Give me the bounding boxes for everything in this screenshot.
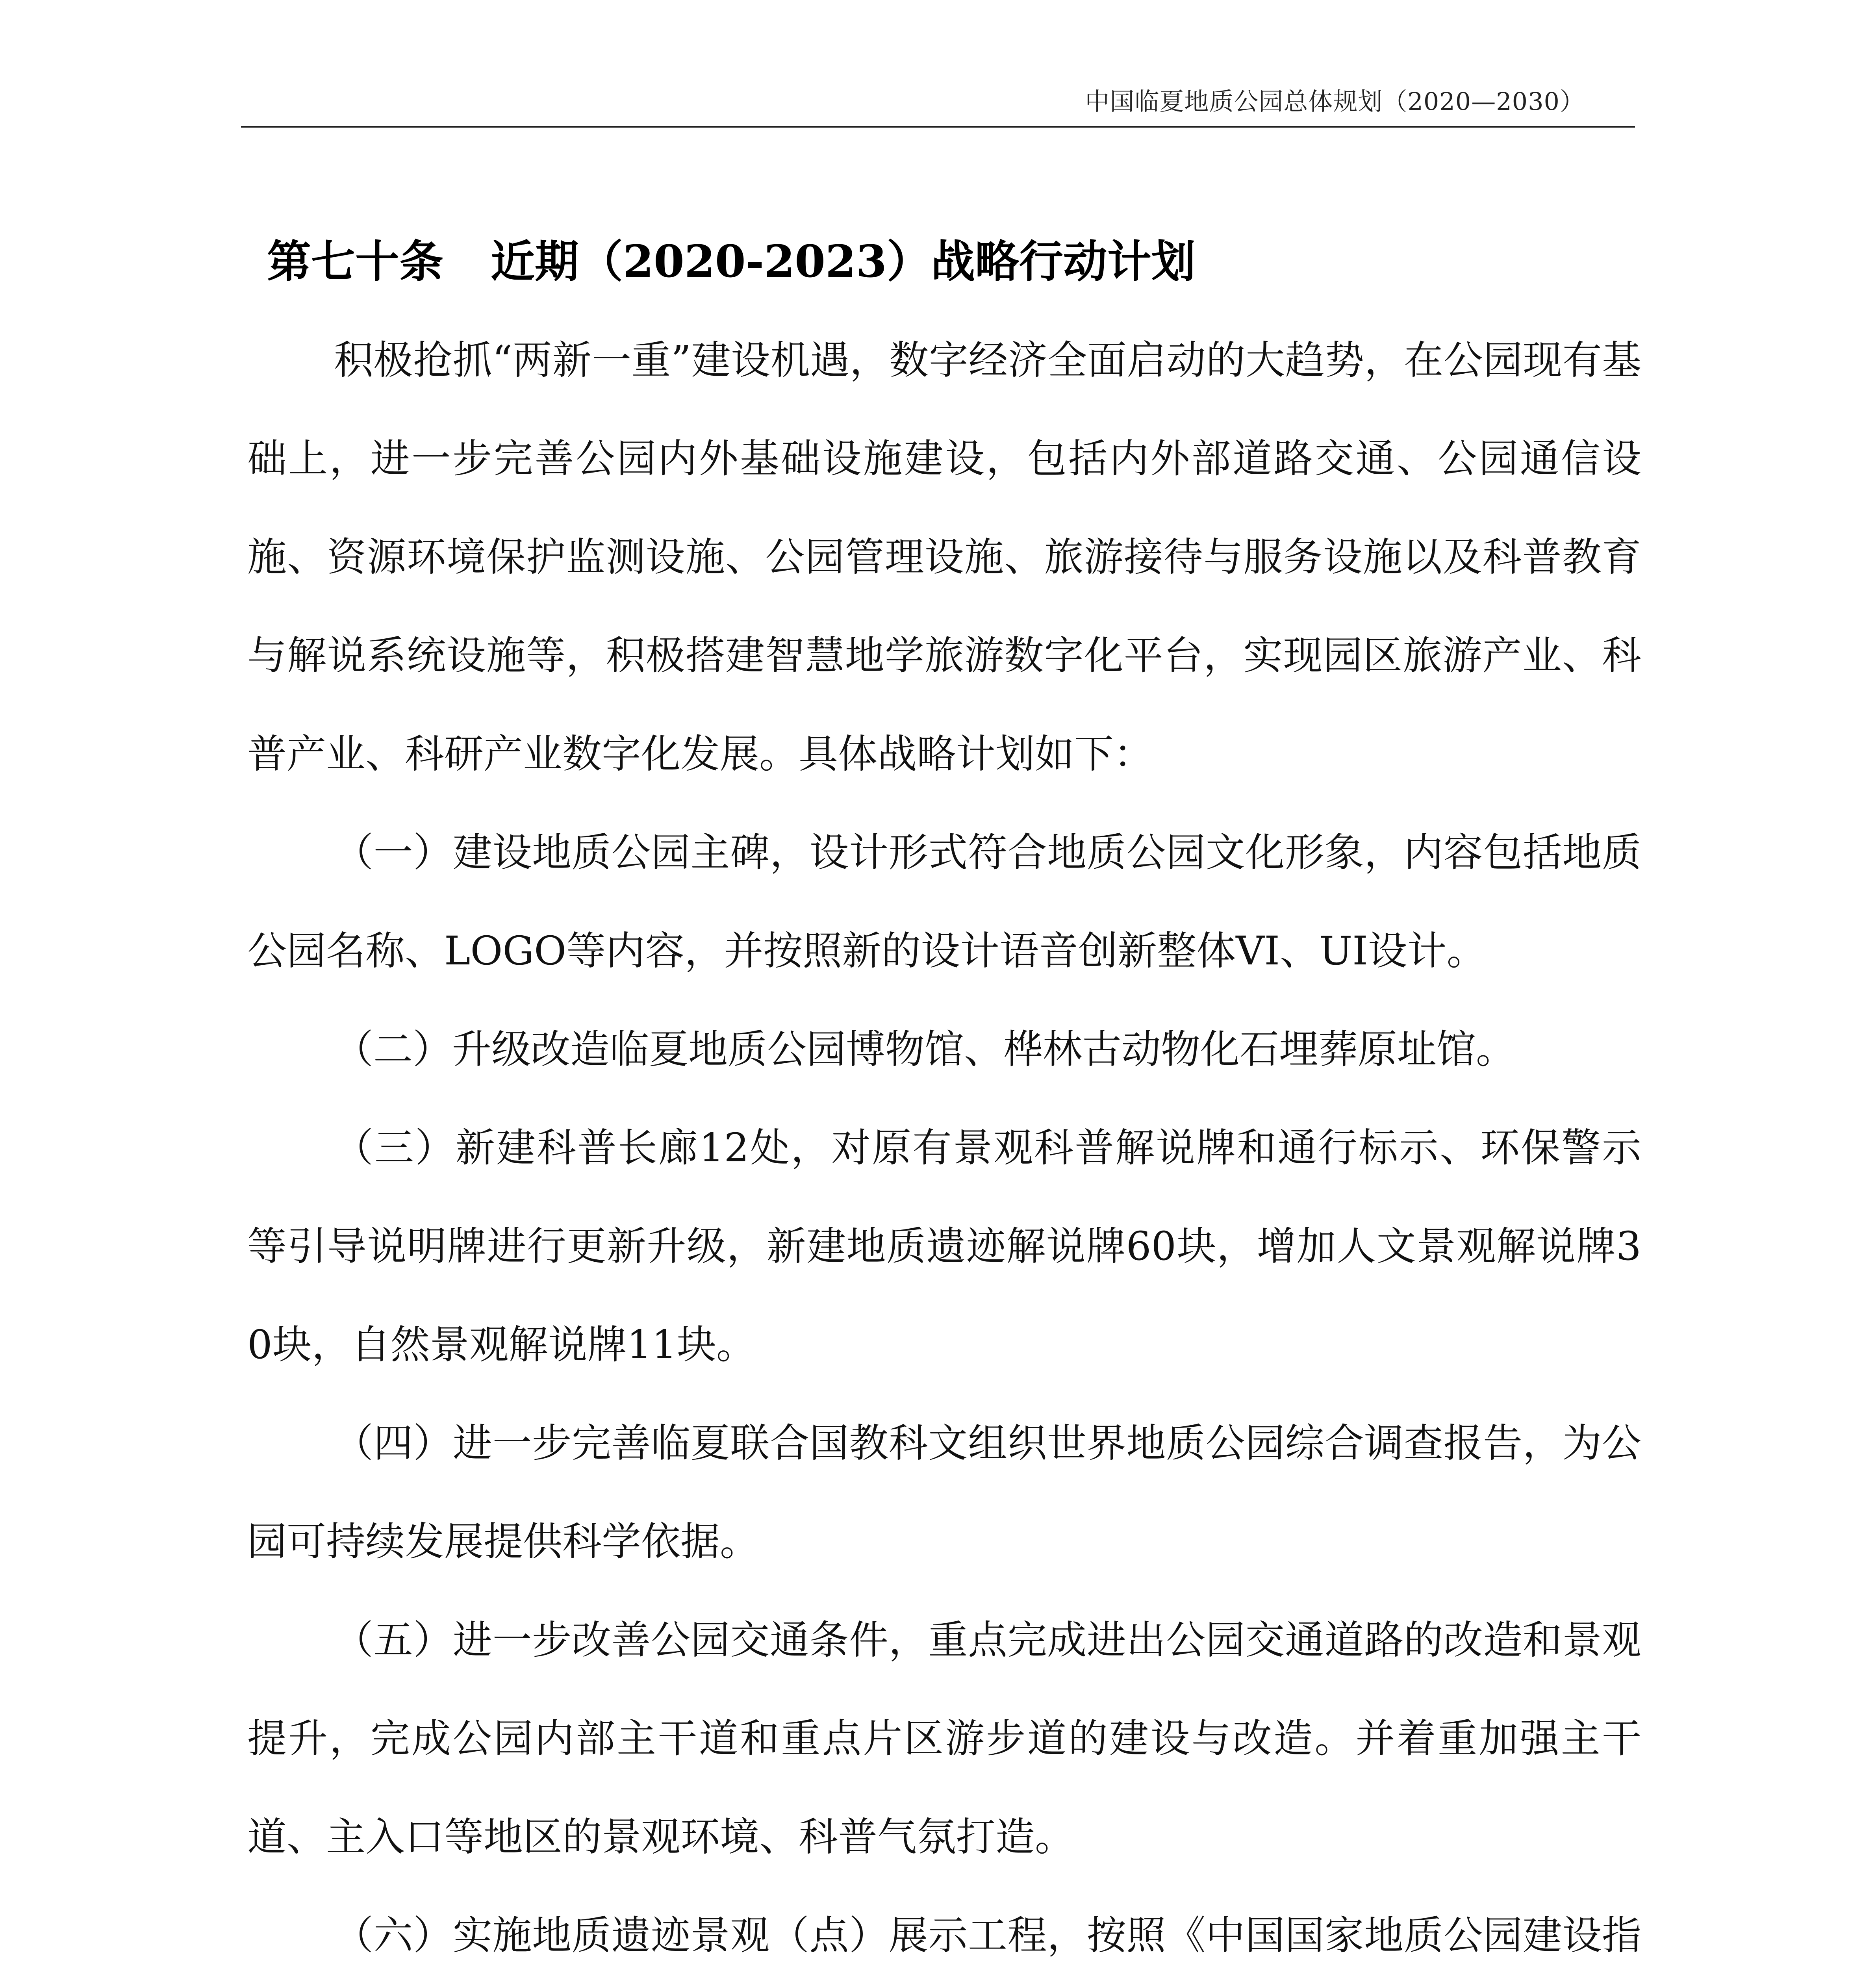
paragraph-item-5: （五）进一步改善公园交通条件，重点完成进出公园交通道路的改造和景观提升，完成公园内部主干道和重点片区游步道的建设与改造。并着重加强主干道、主入口等地区的景观环境、科普气氛打造。 bbox=[247, 1617, 1641, 1860]
paragraph-item-4: （四）进一步完善临夏联合国教科文组织世界地质公园综合调查报告，为公园可持续发展提供科学依据。 bbox=[247, 1420, 1641, 1565]
article-title: 近期（2020-2023）战略行动计划 bbox=[491, 236, 1196, 287]
header-rule bbox=[241, 126, 1635, 128]
paragraph-item-1: （一）建设地质公园主碑，设计形式符合地质公园文化形象，内容包括地质公园名称、LOGO等内容，并按照新的设计语音创新整体VI、UI设计。 bbox=[247, 829, 1641, 974]
article-heading bbox=[267, 236, 1196, 287]
running-header: 中国临夏地质公园总体规划（2020—2030） bbox=[1085, 87, 1585, 116]
body-text bbox=[247, 311, 1641, 1969]
paragraph-intro: 积极抢抓“两新一重”建设机遇，数字经济全面启动的大趋势，在公园现有基础上，进一步完善公园内外基础设施建设，包括内外部道路交通、公园通信设施、资源环境保护监测设施、公园管理设施、旅游接待与服务设施以及科普教育与解说系统设施等，积极搭建智慧地学旅游数字化平台，实现园区旅游产业、科普产业、科研产业数字化发展。具体战略计划如下： bbox=[247, 337, 1641, 777]
paragraph-item-6: （六）实施地质遗迹景观（点）展示工程，按照《中国国家地质公园建设指 bbox=[334, 1912, 1641, 1958]
article-number: 第七十条 bbox=[267, 236, 443, 287]
paragraph-item-3: （三）新建科普长廊12处，对原有景观科普解说牌和通行标示、环保警示等引导说明牌进行更新升级，新建地质遗迹解说牌60块，增加人文景观解说牌30块，自然景观解说牌11块。 bbox=[247, 1125, 1641, 1368]
paragraph-item-2: （二）升级改造临夏地质公园博物馆、桦林古动物化石埋葬原址馆。 bbox=[334, 1026, 1515, 1072]
